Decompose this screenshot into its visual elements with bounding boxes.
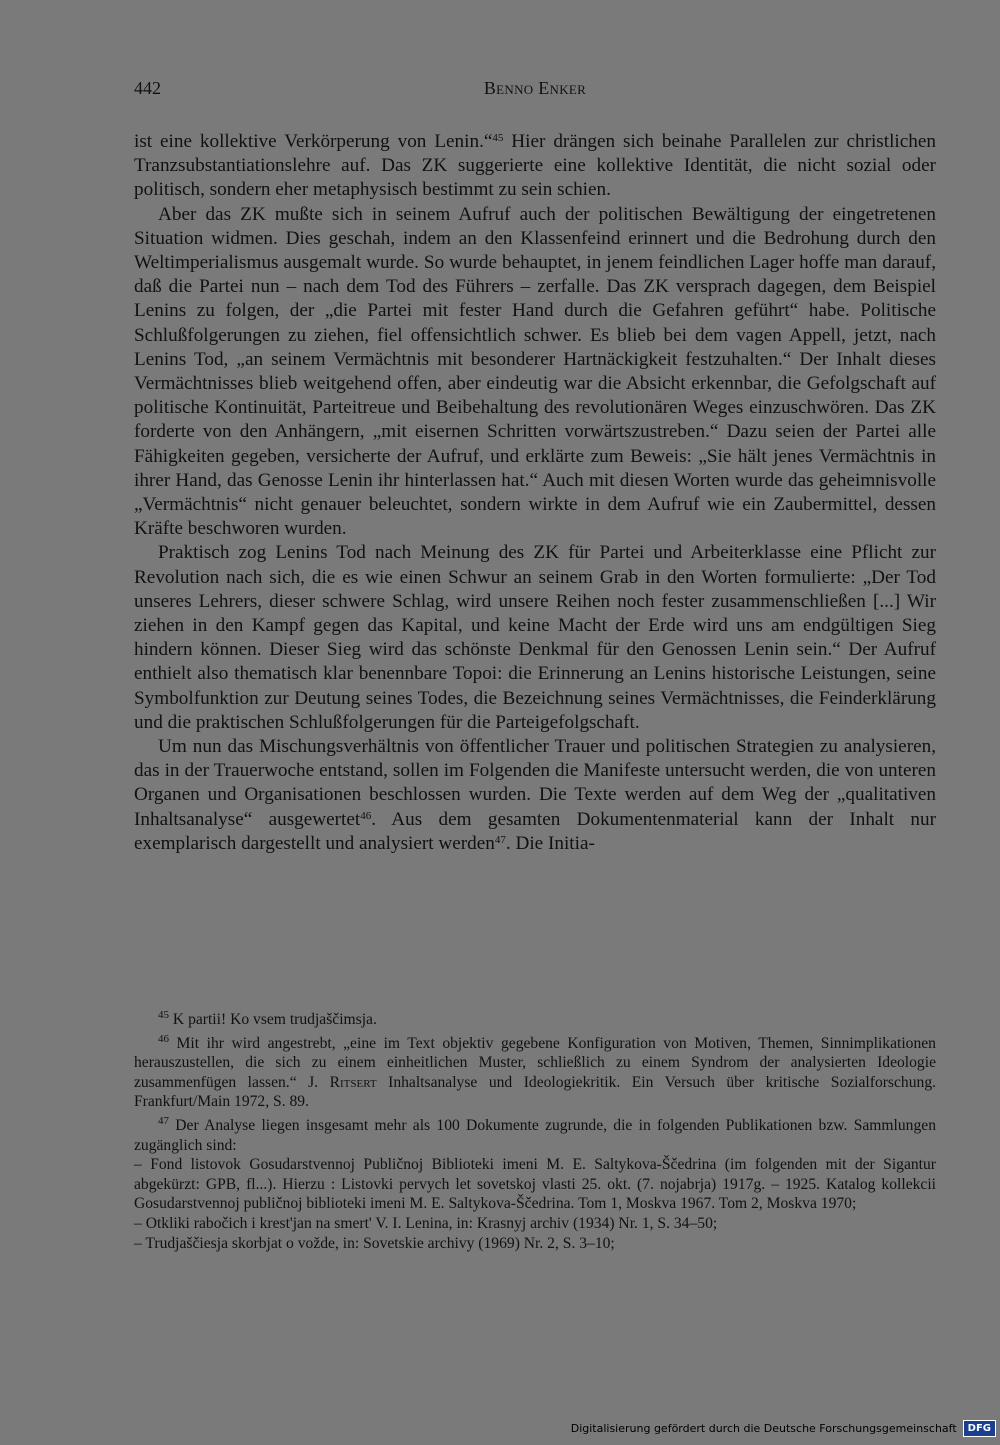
text-run: Praktisch zog Lenins Tod nach Meinung des ZK für Partei und Arbeiterklasse eine Pflicht zur Revolution nach sich, die es wie einen Schwur an seinem Grab in den Worten formulierte: „Der Tod unseres Lehrers, dieser schwere Schlag, wird unsere Reihen noch fester zusammenschließen [...] Wir ziehen in den Kampf gegen das Kapital, und keine Macht der Erde wird uns am endgültigen Sieg hindern können. Dieser Sieg wird das schönste Denkmal für den Genossen Lenin sein.“ Der Aufruf enthielt also thematisch klar benennbare Topoi: die Erinnerung an Lenins historische Leistungen, seine Symbolfunktion zur Deutung seines Todes, die Bezeichnung seines Vermächtnisses, die Feinderklärung und die praktischen Schlußfolgerungen für die Parteigefolgschaft.	[134, 542, 936, 733]
footnote-text: Der Analyse liegen insgesamt mehr als 100 Dokumente zugrunde, die in folgenden Publikationen bzw. Sammlungen zugänglich sind:	[134, 1116, 936, 1154]
footnote-46	[134, 1034, 936, 1112]
footnote-ref-46: 46	[360, 809, 372, 822]
footnote-text: Mit ihr wird angestrebt, „eine im Text objektiv gegebene Konfiguration von Motiven, Themen, Sinnimplikationen herauszustellen, die sich zu einem einheitlichen Muster, schließlich zu einem Syndrom der analysierten Ideologie zusammenfügen lassen.“ J.	[134, 1034, 936, 1091]
footnote-text: K partii! Ko vsem trudjaščimsja.	[172, 1011, 377, 1028]
author-name: Ritsert	[329, 1073, 377, 1091]
paragraph	[134, 130, 936, 203]
text-run: ist eine kollektive Verkörperung von Lenin.“	[134, 131, 493, 152]
text-run: . Aus dem gesamten Dokumentenmaterial kann der Inhalt nur exemplarisch dargestellt und analysiert werden	[134, 808, 936, 854]
source-item: – Otkliki rabočich i krest'jan na smert' V. I. Lenina, in: Krasnyj archiv (1934) Nr. 1, S. 34–50;	[134, 1214, 718, 1232]
footnote-text: Inhaltsanalyse und Ideologiekritik. Ein Versuch über kritische Sozialforschung. Frankfurt/Main 1972, S. 89.	[134, 1073, 937, 1111]
page-header	[134, 78, 936, 104]
source-item: – Fond listovok Gosudarstvennoj Publičnoj Biblioteki imeni M. E. Saltykova-Ščedrina (im folgenden mit der Sigantur abgekürzt: GPB, fl...). Hierzu : Listovki pervych let sovetskoj vlasti 25. okt. (7. nojabrja) 1917g. – 1925. Katalog kollekcii Gosudarstvennoj publičnoj biblioteki imeni M. E. Saltykova-Ščedrina. Tom 1, Moskva 1967. Tom 2, Moskva 1970;	[134, 1156, 936, 1213]
text-run: Aber das ZK mußte sich in seinem Aufruf auch der politischen Bewältigung der eingetretenen Situation widmen. Dies geschah, indem an den Klassenfeind erinnert und die Bedrohung durch den Weltimperialismus ausgemalt wurde. So wurde behauptet, in jenem feindlichen Lager hoffe man darauf, daß die Partei nun – nach dem Tod des Führers – zerfalle. Das ZK versprach dagegen, dem Beispiel Lenins zu folgen, der „die Partei mit fester Hand durch die Gefahren geführt“ habe. Politische Schlußfolgerungen zu ziehen, fiel offensichtlich schwer. Es blieb bei dem vagen Appell, jetzt, nach Lenins Tod, „an seinem Vermächtnis mit besonderer Hartnäckigkeit festzuhalten.“ Der Inhalt dieses Vermächtnisses blieb weitgehend offen, aber eindeutig war die Absicht erkennbar, die Gefolgschaft auf politische Kontinuität, Parteitreue und Beibehaltung des revolutionären Weges einzuschwören. Das ZK forderte von den Anhängern, „mit eisernen Schritten vorwärtszustreben.“ Dazu seien der Partei alle Fähigkeiten gegeben, versicherte der Aufruf, und erklärte zum Beweis: „Sie hält jenes Vermächtnis in ihrer Hand, das Genosse Lenin ihr hinterlassen hat.“ Auch mit diesen Worten wurde das geheimnisvolle „Vermächtnis“ nicht genauer beleuchtet, sondern wirkte in dem Aufruf wie ein Zaubermittel, dessen Kräfte beschworen wurden.	[134, 203, 936, 540]
text-run: . Die Initia-	[505, 832, 595, 854]
footnote-number: 45	[158, 1009, 169, 1021]
footnote-47	[134, 1116, 936, 1155]
footnote-ref-45: 45	[492, 132, 504, 144]
source-item: – Trudjaščiesja skorbjat o vožde, in: Sovetskie archivy (1969) Nr. 2, S. 3–10;	[134, 1234, 615, 1252]
page-number: 442	[134, 78, 161, 98]
text-run: Hier drängen sich beinahe Parallelen zur christlichen Tranzsubstantiationslehre auf. Das ZK suggerierte eine kollektive Identität, die nicht sozial oder politisch, sondern eher metaphysisch bestimmt zu sein schien.	[134, 131, 936, 201]
digitization-credit: Digitalisierung gefördert durch die Deutsche Forschungsgemeinschaft	[570, 1421, 957, 1435]
footnotes	[134, 1010, 936, 1253]
digitization-footer	[571, 1417, 996, 1439]
footnote-45	[134, 1010, 936, 1030]
footnote-number: 46	[158, 1032, 169, 1045]
paragraph	[134, 541, 936, 735]
paragraph	[134, 735, 936, 856]
body-text	[134, 130, 936, 856]
running-head: Benno Enker	[483, 78, 587, 98]
footnote-ref-47: 47	[494, 833, 506, 846]
dfg-logo: DFG	[963, 1420, 996, 1437]
paragraph	[134, 203, 936, 542]
text-run: Um nun das Mischungsverhältnis von öffentlicher Trauer und politischen Strategien zu analysieren, das in der Trauerwoche entstand, sollen im Folgenden die Manifeste untersucht werden, die von unteren Organen und Organisationen beschlossen wurden. Die Texte werden auf dem Weg der „qualitativen Inhaltsanalyse“ ausgewertet	[134, 736, 936, 830]
footnote-number: 47	[158, 1114, 169, 1127]
